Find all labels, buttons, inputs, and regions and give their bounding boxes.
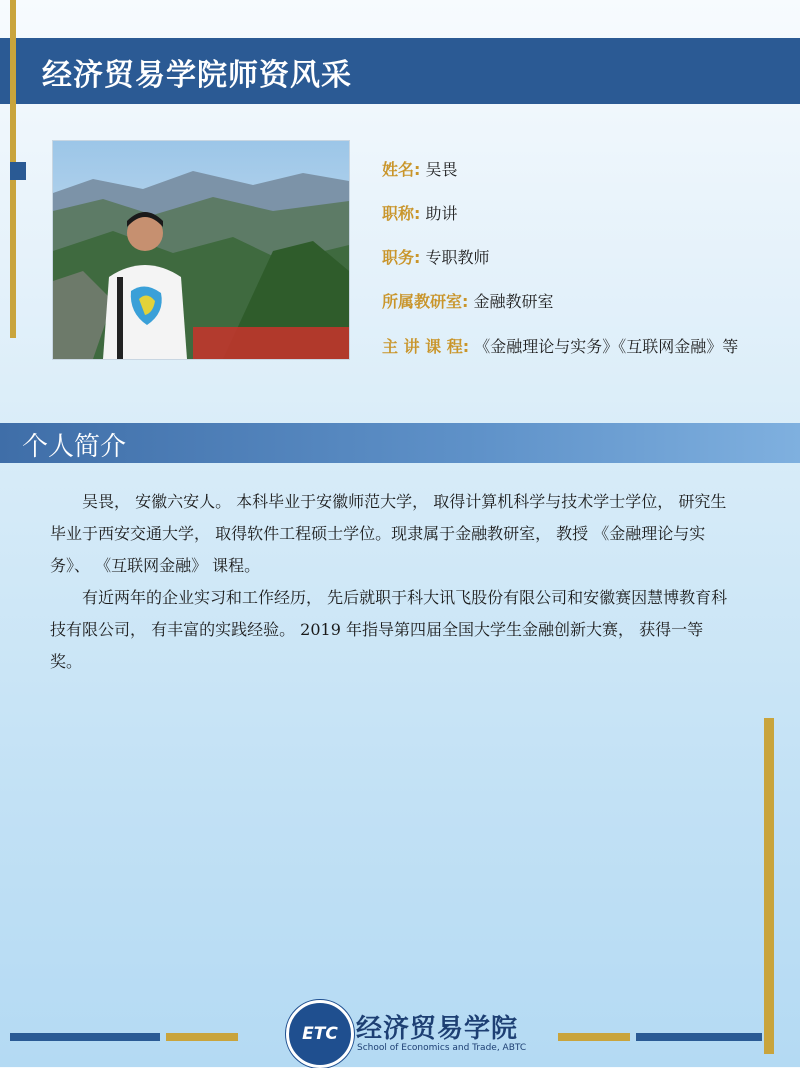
name-value: 吴畏 [425,160,458,179]
bio-paragraph-2: 有近两年的企业实习和工作经历， 先后就职于科大讯飞股份有限公司和安徽赛因慧博教育科技有限公司， 有丰富的实践经验。 2019 年指导第四届全国大学生金融创新大赛， 获得一等奖。 [50,588,728,671]
name-label: 姓名: [382,160,421,179]
title-value: 助讲 [425,204,458,223]
bio-paragraph-1: 吴畏， 安徽六安人。 本科毕业于安徽师范大学， 取得计算机科学与技术学士学位， 研究生毕业于西安交通大学， 取得软件工程硕士学位。现隶属于金融教研室， 教授 《金融理论与实务》、 《互联网金融》 课程。 [50,492,727,575]
teacher-photo [52,140,350,360]
footer-navy-bar-right [636,1033,762,1041]
info-position-row [382,245,490,268]
footer-gold-bar-left [166,1033,238,1041]
footer-school-name: 经济贸易学院 [356,1014,519,1044]
info-dept-row [382,289,554,312]
right-gold-bar [764,718,774,1054]
footer-school-name-en: School of Economics and Trade, ABTC [357,1043,527,1053]
position-value: 专职教师 [425,248,490,267]
info-courses-row [382,334,738,357]
info-title-row [382,201,458,224]
courses-value: 《金融理论与实务》《互联网金融》等 [474,337,739,356]
left-navy-block [10,162,26,180]
position-label: 职务: [382,248,421,267]
logo-text: ETC [302,1024,338,1044]
info-name-row [382,157,458,180]
dept-value: 金融教研室 [473,292,554,311]
page-title: 经济贸易学院师资风采 [42,58,352,93]
biography-text [50,486,730,678]
banner-gold-accent [10,30,16,110]
school-logo-icon [286,1000,354,1068]
courses-label: 主 讲 课 程: [382,337,470,356]
footer-navy-bar-left [10,1033,160,1041]
section-title: 个人简介 [22,432,127,462]
dept-label: 所属教研室: [382,292,469,311]
footer-gold-bar-right [558,1033,630,1041]
title-label: 职称: [382,204,421,223]
